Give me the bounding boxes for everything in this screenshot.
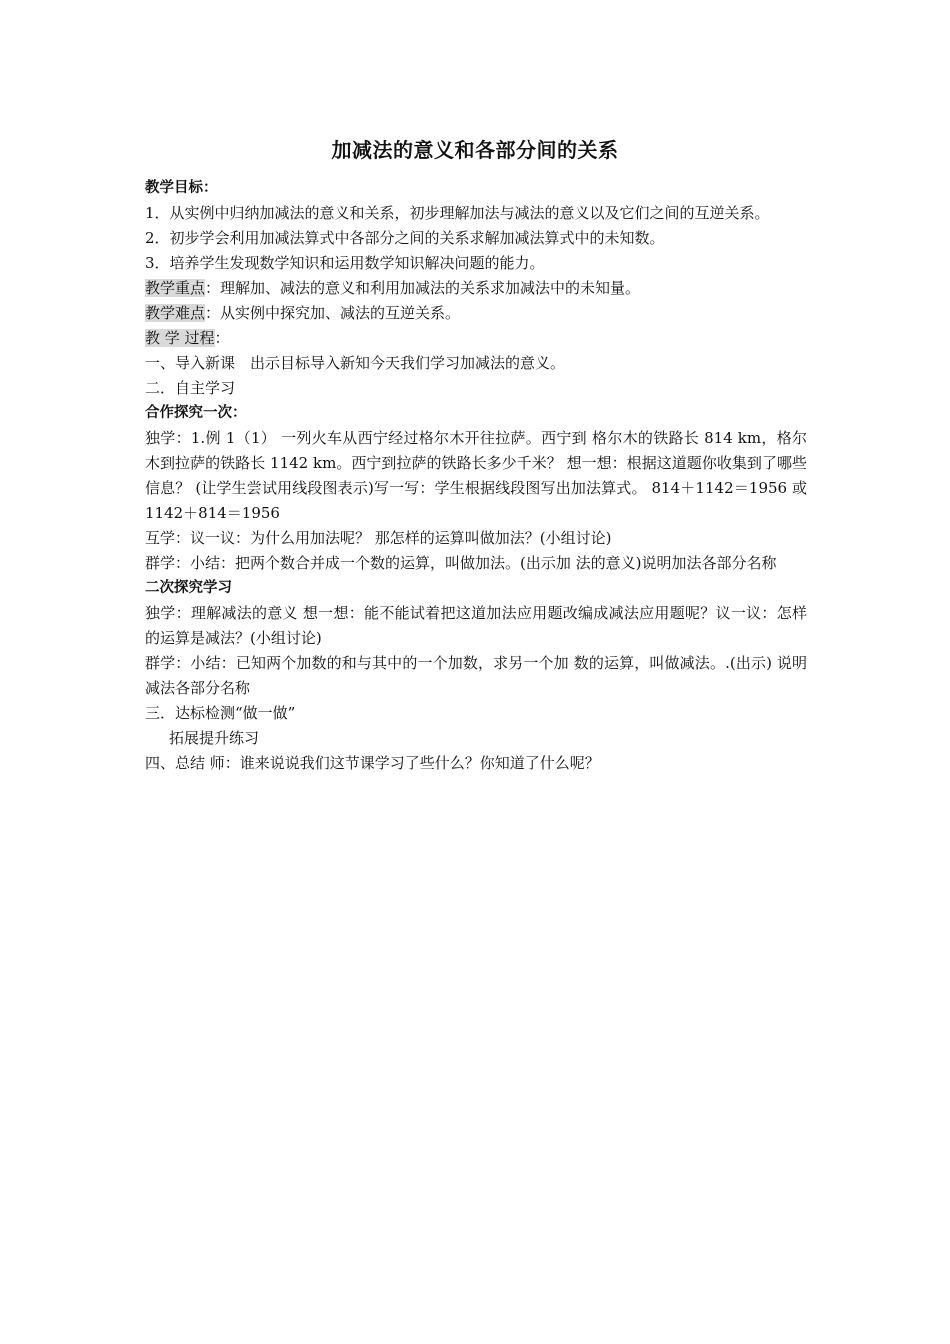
key-point-paragraph bbox=[145, 276, 807, 301]
difficulty-text: ：从实例中探究加、减法的互逆关系。 bbox=[205, 304, 461, 322]
explore1-solo: 独学：1.例 1（1） 一列火车从西宁经过格尔木开往拉萨。西宁到 格尔木的铁路长 814 km，格尔木到拉萨的铁路长 1142 km。西宁到拉萨的铁路长多少千米？ 想一想：根据这道题你收集到了哪些信息？ (让学生尝试用线段图表示)写一写：学生根据线段图写出加法算式。 814＋1142＝1956 或 1142＋814＝1956 bbox=[145, 429, 807, 522]
process-text: ： bbox=[214, 329, 230, 347]
objective-item: 2．初步学会利用加减法算式中各部分之间的关系求解加减法算式中的未知数。 bbox=[145, 229, 665, 247]
section-self-study: 二．自主学习 bbox=[145, 379, 236, 397]
objective-item: 3．培养学生发现数学知识和运用数学知识解决问题的能力。 bbox=[145, 254, 545, 272]
explore1-mutual: 互学：议一议：为什么用加法呢？ 那怎样的运算叫做加法？(小组讨论) bbox=[145, 529, 612, 547]
process-label: 教 学 过程 bbox=[145, 329, 215, 347]
section-extension: 拓展提升练习 bbox=[169, 729, 260, 747]
explore2-heading: 二次探究学习 bbox=[145, 580, 232, 596]
difficulty-label: 教学难点 bbox=[145, 304, 206, 322]
document-body bbox=[145, 176, 807, 776]
explore2-solo: 独学：理解减法的意义 想一想：能不能试着把这道加法应用题改编成减法应用题呢？议一议：怎样的运算是减法？(小组讨论) bbox=[145, 604, 807, 647]
objectives-heading: 教学目标： bbox=[145, 180, 218, 196]
difficulty-paragraph bbox=[145, 301, 807, 326]
objective-item: 1．从实例中归纳加减法的意义和关系，初步理解加法与减法的意义以及它们之间的互逆关系。 bbox=[145, 204, 770, 222]
process-paragraph bbox=[145, 326, 807, 351]
key-point-text: ：理解加、减法的意义和利用加减法的关系求加减法中的未知量。 bbox=[205, 279, 641, 297]
key-point-label: 教学重点 bbox=[145, 279, 206, 297]
explore1-heading: 合作探究一次： bbox=[145, 405, 247, 421]
explore1-group: 群学：小结：把两个数合并成一个数的运算，叫做加法。(出示加 法的意义)说明加法各部分名称 bbox=[145, 554, 777, 572]
section-assessment: 三．达标检测“做一做” bbox=[145, 704, 296, 722]
explore2-group: 群学：小结：已知两个加数的和与其中的一个加数，求另一个加 数的运算，叫做减法。.(出示) 说明减法各部分名称 bbox=[145, 654, 807, 697]
section-intro: 一、导入新课 出示目标导入新知今天我们学习加减法的意义。 bbox=[145, 354, 566, 372]
document-title: 加减法的意义和各部分间的关系 bbox=[331, 138, 619, 162]
section-summary: 四、总结 师：谁来说说我们这节课学习了些什么？你知道了什么呢？ bbox=[145, 754, 600, 772]
